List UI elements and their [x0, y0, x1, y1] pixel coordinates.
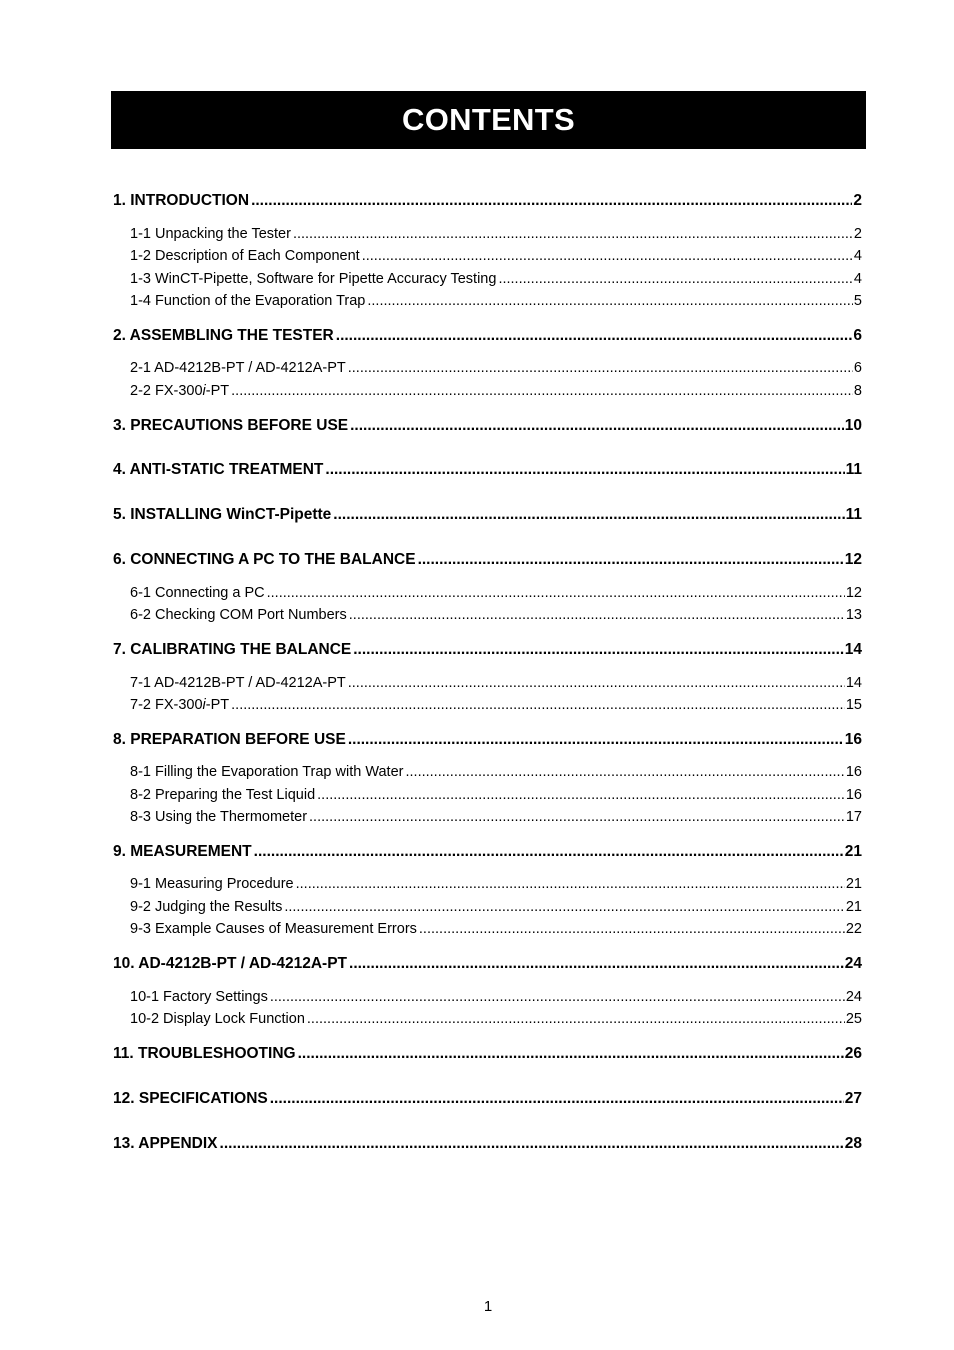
toc-entry-page: 21 [845, 899, 862, 915]
toc-entry-connecting-a-pc-sub[interactable] [130, 585, 862, 605]
dot-leader [367, 293, 853, 309]
toc-entry-page: 11 [845, 461, 862, 478]
toc-entry-page: 14 [844, 641, 862, 658]
toc-entry-page: 16 [845, 787, 862, 803]
dot-leader [418, 551, 844, 569]
toc-entry-ad-4212-pt-assembly[interactable] [130, 360, 862, 380]
toc-entry-title: 10-2 Display Lock Function [130, 1011, 305, 1027]
dot-leader [231, 383, 853, 399]
toc-entry-title: 7. CALIBRATING THE BALANCE [113, 641, 352, 658]
toc-entry-title: 6. CONNECTING A PC TO THE BALANCE [113, 551, 416, 568]
toc-entry-page: 17 [845, 809, 862, 825]
toc-entry-judging-the-results[interactable] [130, 899, 862, 919]
toc-entry-page: 24 [844, 955, 862, 972]
dot-leader [231, 697, 845, 713]
toc-entry-filling-evaporation-trap[interactable] [130, 764, 862, 784]
toc-entry-title: 9-1 Measuring Procedure [130, 876, 294, 892]
toc-entry-introduction[interactable] [113, 192, 862, 212]
toc-entry-measuring-procedure[interactable] [130, 876, 862, 896]
dot-leader [498, 271, 852, 287]
toc-entry-wincit-pipette-software[interactable] [130, 271, 862, 291]
toc-entry-preparing-test-liquid[interactable] [130, 787, 862, 807]
toc-entry-page: 27 [844, 1090, 862, 1107]
toc-entry-page: 2 [853, 192, 862, 209]
dot-leader [270, 1090, 844, 1108]
toc-entry-page: 11 [845, 506, 862, 523]
toc-entry-title: 1-2 Description of Each Component [130, 248, 360, 264]
dot-leader [405, 764, 844, 780]
toc-entry-page: 5 [853, 293, 862, 309]
dot-leader [267, 585, 845, 601]
dot-leader [270, 989, 845, 1005]
toc-entry-title: 3. PRECAUTIONS BEFORE USE [113, 417, 349, 434]
toc-entry-precautions-before-use[interactable] [113, 417, 862, 437]
toc-entry-page: 15 [845, 697, 862, 713]
toc-entry-page: 22 [845, 921, 862, 937]
toc-entry-page: 16 [845, 764, 862, 780]
toc-entry-page: 12 [845, 585, 862, 601]
toc-entry-page: 25 [845, 1011, 862, 1027]
page-title: CONTENTS [402, 102, 575, 137]
toc-entry-ad-4212-pt[interactable] [113, 955, 862, 975]
toc-entry-page: 2 [853, 226, 862, 242]
toc-entry-title: 6-1 Connecting a PC [130, 585, 265, 601]
toc-entry-measurement[interactable] [113, 843, 862, 863]
toc-entry-title: 8-1 Filling the Evaporation Trap with Water [130, 764, 404, 780]
toc-entry-title: 7-1 AD-4212B-PT / AD-4212A-PT [130, 675, 346, 691]
toc-entry-ad-4212-pt-calibration[interactable] [130, 675, 862, 695]
toc-entry-page: 21 [844, 843, 862, 860]
toc-entry-page: 26 [844, 1045, 862, 1062]
toc-entry-title: 11. TROUBLESHOOTING [113, 1045, 296, 1062]
toc-entry-page: 16 [844, 731, 862, 748]
toc-entry-appendix[interactable] [113, 1135, 862, 1155]
dot-leader [348, 360, 853, 376]
toc-entry-title: 8. PREPARATION BEFORE USE [113, 731, 346, 748]
toc-entry-page: 13 [845, 607, 862, 623]
toc-entry-factory-settings[interactable] [130, 989, 862, 1009]
toc-entry-title: 12. SPECIFICATIONS [113, 1090, 268, 1107]
toc-entry-calibrating-the-balance[interactable] [113, 641, 862, 661]
toc-entry-display-lock-function[interactable] [130, 1011, 862, 1031]
dot-leader [419, 921, 845, 937]
dot-leader [349, 955, 844, 973]
toc-entry-causes-of-measurement-errors[interactable] [130, 921, 862, 941]
dot-leader [349, 607, 845, 623]
toc-entry-page: 4 [853, 271, 862, 287]
toc-entry-installing-wincit-pipette[interactable] [113, 506, 862, 526]
toc-entry-title: 1. INTRODUCTION [113, 192, 250, 209]
toc-entry-using-the-thermometer[interactable] [130, 809, 862, 829]
dot-leader [298, 1045, 844, 1063]
dot-leader [284, 899, 845, 915]
toc-entry-page: 4 [853, 248, 862, 264]
toc-entry-page: 10 [844, 417, 862, 434]
toc-entry-title: 8-3 Using the Thermometer [130, 809, 308, 825]
toc-entry-checking-com-port-numbers[interactable] [130, 607, 862, 627]
toc-entry-page: 28 [844, 1135, 862, 1152]
toc-entry-title: 13. APPENDIX [113, 1135, 218, 1152]
toc-entry-page: 21 [845, 876, 862, 892]
toc-entry-title: 5. INSTALLING WinCT-Pipette [113, 506, 332, 523]
toc-entry-fx-300i-pt-assembly[interactable] [130, 383, 862, 403]
dot-leader [353, 641, 844, 659]
toc-entry-fx-300i-pt-calibration[interactable] [130, 697, 862, 717]
toc-entry-page: 6 [853, 327, 862, 344]
toc-entry-title: 2-1 AD-4212B-PT / AD-4212A-PT [130, 360, 346, 376]
toc-entry-connecting-a-pc[interactable] [113, 551, 862, 571]
dot-leader [254, 843, 844, 861]
dot-leader [348, 675, 845, 691]
dot-leader [333, 506, 844, 524]
toc-entry-anti-static-treatment[interactable] [113, 461, 862, 481]
toc-entry-title: 7-2 FX-300i-PT [130, 697, 230, 713]
toc-entry-title: 1-3 WinCT-Pipette, Software for Pipette Accuracy Testing [130, 271, 497, 287]
toc-entry-title: 9-2 Judging the Results [130, 899, 283, 915]
toc-entry-assembling-the-tester[interactable] [113, 327, 862, 347]
toc-entry-troubleshooting[interactable] [113, 1045, 862, 1065]
toc-entry-unpacking-the-tester[interactable] [130, 226, 862, 246]
dot-leader [296, 876, 845, 892]
toc-entry-specifications[interactable] [113, 1090, 862, 1110]
toc-entry-page: 12 [844, 551, 862, 568]
toc-entry-title: 2. ASSEMBLING THE TESTER [113, 327, 334, 344]
toc-entry-title: 8-2 Preparing the Test Liquid [130, 787, 316, 803]
toc-entry-title: 2-2 FX-300i-PT [130, 383, 230, 399]
dot-leader [325, 461, 844, 479]
toc-entry-page: 8 [853, 383, 862, 399]
dot-leader [309, 809, 845, 825]
toc-entry-description-of-each-component[interactable] [130, 248, 862, 268]
contents-banner [111, 91, 866, 149]
dot-leader [317, 787, 845, 803]
toc-entry-title: 4. ANTI-STATIC TREATMENT [113, 461, 324, 478]
dot-leader [293, 226, 853, 242]
toc-entry-title: 9-3 Example Causes of Measurement Errors [130, 921, 417, 937]
dot-leader [336, 327, 853, 345]
dot-leader [350, 417, 844, 435]
toc-entry-function-of-evaporation-trap[interactable] [130, 293, 862, 313]
dot-leader [362, 248, 853, 264]
toc-entry-title: 9. MEASUREMENT [113, 843, 252, 860]
toc-entry-page: 14 [845, 675, 862, 691]
dot-leader [220, 1135, 844, 1153]
page-number: 1 [483, 1298, 493, 1315]
toc-entry-page: 6 [853, 360, 862, 376]
toc-entry-title: 1-1 Unpacking the Tester [130, 226, 291, 242]
dot-leader [348, 731, 844, 749]
toc-entry-preparation-before-use[interactable] [113, 731, 862, 751]
toc-entry-title: 10. AD-4212B-PT / AD-4212A-PT [113, 955, 348, 972]
toc-entry-title: 6-2 Checking COM Port Numbers [130, 607, 347, 623]
toc-entry-page: 24 [845, 989, 862, 1005]
toc-entry-title: 1-4 Function of the Evaporation Trap [130, 293, 366, 309]
dot-leader [307, 1011, 845, 1027]
toc-entry-title: 10-1 Factory Settings [130, 989, 268, 1005]
dot-leader [251, 192, 852, 210]
